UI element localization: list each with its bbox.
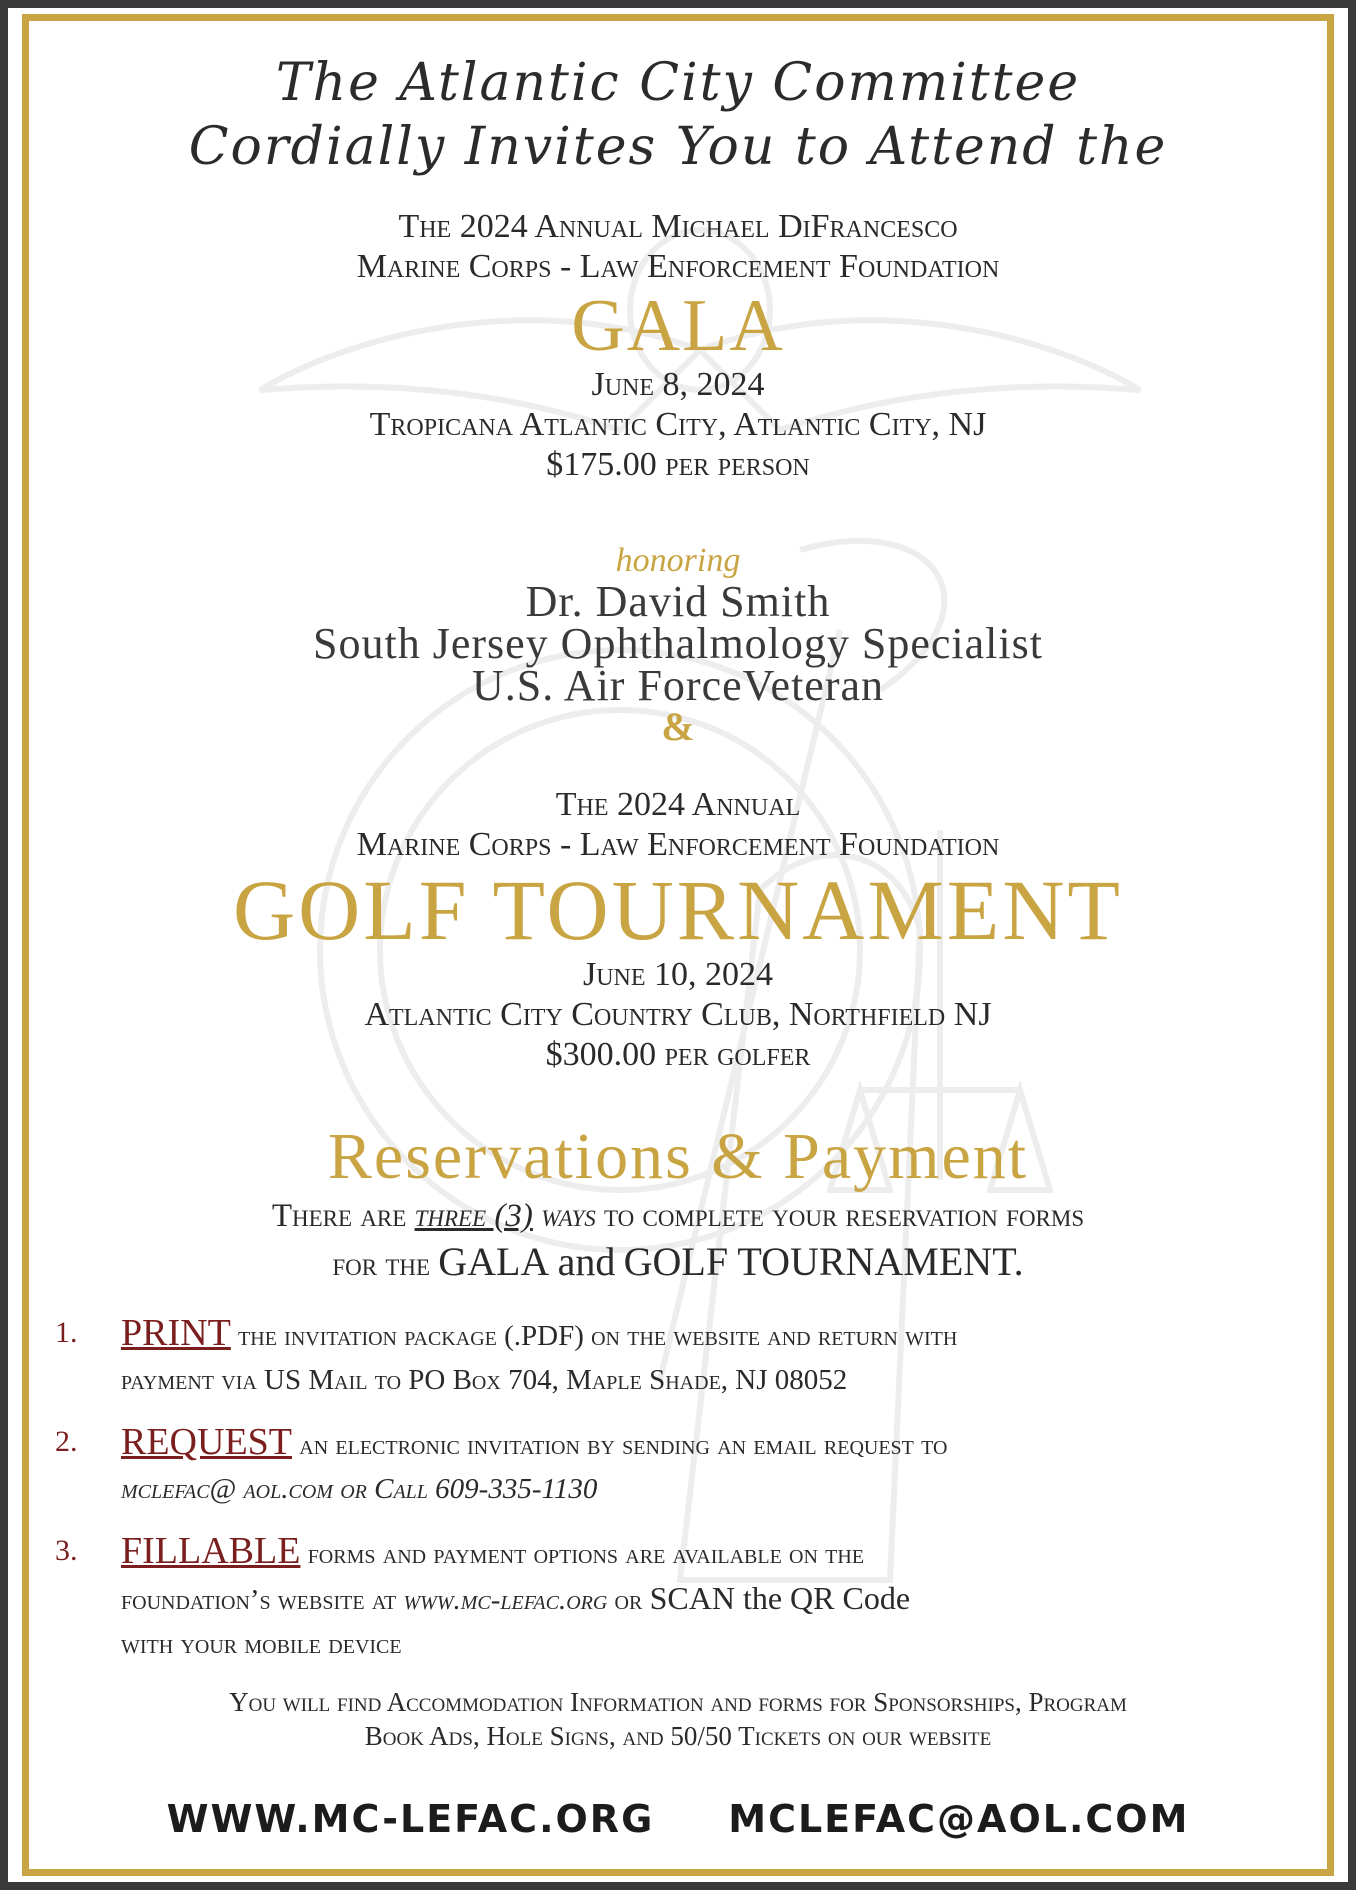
gala-venue: Tropicana Atlantic City, Atlantic City, NJ xyxy=(369,406,987,443)
ways-word: ways xyxy=(541,1198,596,1234)
ampersand: & xyxy=(661,704,695,749)
honoree-service: U.S. Air ForceVeteran xyxy=(471,661,884,710)
gala-intro-line-1: The 2024 Annual Michael DiFrancesco xyxy=(398,208,958,245)
step-3-text-c: with your mobile device xyxy=(121,1628,402,1660)
step-3-number: 3. xyxy=(55,1534,78,1567)
reservations-section xyxy=(29,1121,1327,1288)
step-3-keyword: FILLABLE xyxy=(121,1530,301,1572)
footer-email[interactable]: MCLEFAC@AOL.COM xyxy=(728,1797,1190,1841)
footer-website[interactable]: WWW.MC-LEFAC.ORG xyxy=(166,1797,655,1841)
step-2 xyxy=(55,1420,1305,1511)
step-2-text-a: an electronic invitation by sending an email request to xyxy=(299,1429,948,1461)
footer xyxy=(29,1797,1327,1841)
golf-intro-line-2: Marine Corps - Law Enforcement Foundation xyxy=(356,826,1000,863)
ways-post: to complete your reservation forms xyxy=(603,1198,1085,1234)
golf-date: June 10, 2024 xyxy=(582,956,774,993)
golf-word: GOLF TOURNAMENT. xyxy=(623,1239,1024,1284)
step-3-scan: SCAN the QR Code xyxy=(649,1580,911,1616)
gala-date: June 8, 2024 xyxy=(591,366,765,403)
reservations-title: Reservations & Payment xyxy=(327,1120,1029,1193)
step-3 xyxy=(55,1529,1305,1666)
and-word: and xyxy=(557,1239,616,1284)
gala-price: $175.00 per person xyxy=(546,446,810,483)
step-1-text-b: payment via US Mail to PO Box 704, Maple Shade, NJ 08052 xyxy=(121,1364,848,1396)
ways-count: three (3) xyxy=(414,1198,533,1234)
gala-title: GALA xyxy=(571,285,785,367)
step-1-number: 1. xyxy=(55,1316,78,1349)
gala-intro-line-2: Marine Corps - Law Enforcement Foundation xyxy=(356,248,1000,285)
step-1-keyword: PRINT xyxy=(121,1312,231,1354)
steps-list xyxy=(55,1311,1305,1684)
gala-word: GALA xyxy=(438,1239,550,1284)
golf-section xyxy=(29,785,1327,1075)
for-the: for the xyxy=(332,1247,431,1283)
step-1-text-a: the invitation package (.PDF) on the website and return with xyxy=(238,1320,958,1352)
step-1 xyxy=(55,1311,1305,1402)
gala-section xyxy=(29,207,1327,485)
golf-venue: Atlantic City Country Club, Northfield NJ xyxy=(364,996,992,1033)
step-2-number: 2. xyxy=(55,1425,78,1458)
header-line-2: Cordially Invites You to Attend the xyxy=(188,117,1168,177)
golf-title: GOLF TOURNAMENT xyxy=(233,862,1123,958)
honoring-label: honoring xyxy=(615,542,741,579)
golf-intro-line-1: The 2024 Annual xyxy=(555,786,801,823)
step-2-keyword: REQUEST xyxy=(121,1421,292,1463)
invitation-content xyxy=(29,21,1327,1869)
reservations-for-line xyxy=(29,1239,1327,1288)
footnote-line-1: You will find Accommodation Information and forms for Sponsorships, Program xyxy=(229,1687,1127,1717)
honoree-name: Dr. David Smith xyxy=(525,577,831,626)
step-3-url[interactable]: www.mc-lefac.org xyxy=(403,1584,608,1616)
step-3-or: or xyxy=(614,1584,643,1616)
honoree-role: South Jersey Ophthalmology Specialist xyxy=(313,619,1043,668)
golf-price: $300.00 per golfer xyxy=(545,1036,811,1073)
footnote-line-2: Book Ads, Hole Signs, and 50/50 Tickets on our website xyxy=(364,1721,992,1751)
step-2-email[interactable]: mclefac@ aol.com or Call 609-335-1130 xyxy=(121,1473,598,1505)
honoring-section xyxy=(29,541,1327,747)
step-3-text-b-pre: foundation’s website at xyxy=(121,1584,397,1616)
reservations-ways-line xyxy=(29,1193,1327,1239)
ways-pre: There are xyxy=(271,1198,407,1234)
step-3-text-a: forms and payment options are available on the xyxy=(307,1538,865,1570)
header-line-1: The Atlantic City Committee xyxy=(275,53,1081,113)
footnote xyxy=(29,1685,1327,1753)
